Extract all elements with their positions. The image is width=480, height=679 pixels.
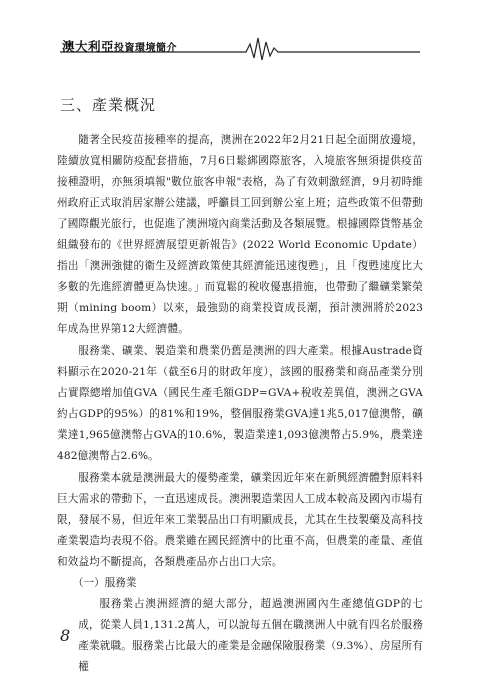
- page-header: [0, 0, 480, 60]
- section-title: 三、產業概況: [60, 96, 157, 114]
- paragraph: 隨著全民疫苗接種率的提高，澳洲在2022年2月21日起全面開放邊境，陸續放寬相關防疫配套措施，7月6日鬆綁國際旅客，入境旅客無須提供疫苗接種證明，亦無須填報"數位旅客申報"表格，為了有效刺激經濟，9月初時維州政府正式取消居家辦公建議，呼籲員工回到辦公室上班；這些政策不但帶動了國際觀光旅行，也促進了澳洲境內商業活動及各類展覽。根據國際貨幣基金組織發布的《世界經濟展望更新報告》(2022 World Economic Update）指出「澳洲強健的衛生及經濟政策使其經濟能迅速復甦」，且「復甦速度比大多數的先進經濟體更為快速。」而寬鬆的稅收優惠措施，也帶動了繼礦業繁榮期（mining boom）以來，最強勁的商業投資成長潮，預計澳洲將於2023年成為世界第12大經濟體。: [57, 134, 423, 335]
- header-title-main: 澳大利亞: [62, 39, 115, 54]
- header-title: [62, 37, 177, 55]
- pulse-line-icon: [236, 38, 282, 60]
- paragraph: 服務業本就是澳洲最大的優勢產業，礦業因近年來在新興經濟體對原料料巨大需求的帶動下，一直迅速成長。澳洲製造業因人工成本較高及國內市場有限，發展不易，但近年來工業製品出口有明顯成長，尤其在生技製藥及高科技產業製造均表現不俗。農業雖在國民經濟中的比重不高，但農業的產量、產值和效益均不斷提高，各類農產品亦占出口大宗。: [57, 472, 423, 568]
- main-content: [57, 130, 423, 678]
- page-number: 8: [60, 626, 71, 645]
- subsection-heading: （一）服務業: [72, 577, 137, 589]
- header-title-sub: 投資環境簡介: [114, 43, 178, 54]
- paragraph: 服務業、礦業、製造業和農業仍舊是澳洲的四大產業。根據Austrade資料顯示在2020-21年（截至6月的財政年度），該國的服務業和商品產業分別占實際總增加值GVA（國民生產毛額GDP=GVA+稅收差異值，澳洲之GVA約占GDP的95%）的81%和19%，整個服務業GVA達1兆5,017億澳幣，礦業達1,965億澳幣占GVA的10.6%，製造業達1,093億澳幣占5.9%，農業達482億澳幣占2.6%。: [57, 345, 423, 462]
- subsection-paragraph: 服務業占澳洲經濟的絕大部分，超過澳洲國內生產總值GDP的七成，從業人員1,131.2萬人，可以說每五個在職澳洲人中就有四名於服務產業就職。服務業占比最大的產業是金融保險服務業（9.3%）、房屋所有權: [78, 598, 423, 673]
